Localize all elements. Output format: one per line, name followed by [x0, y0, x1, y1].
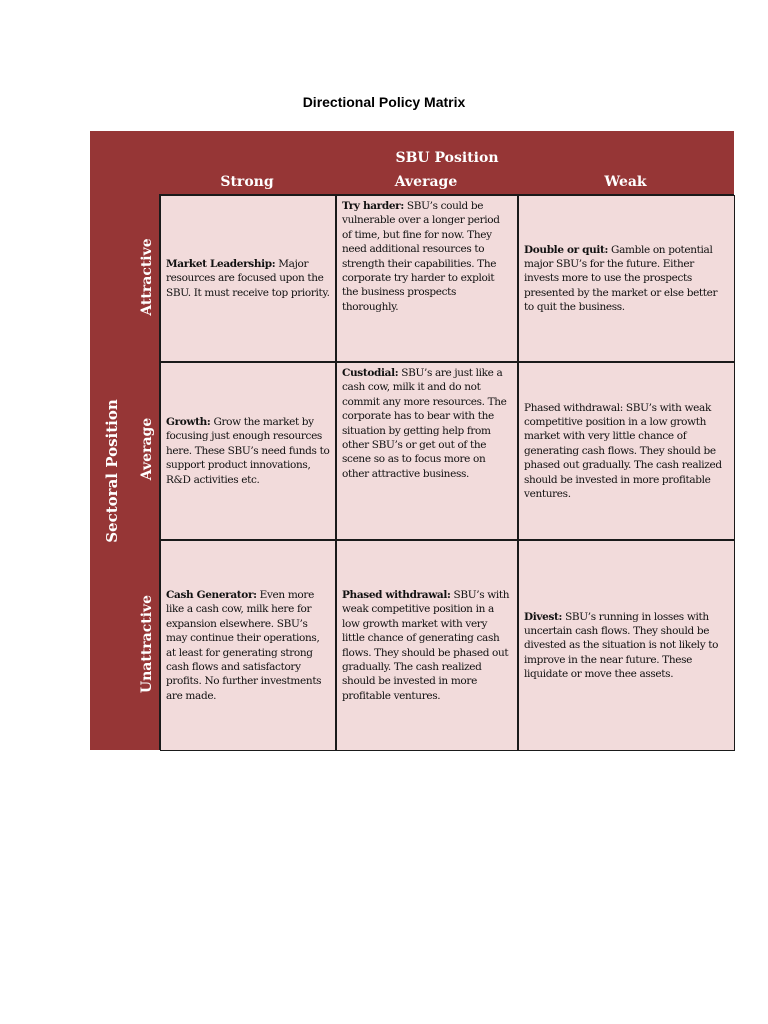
column-label-strong: Strong	[220, 174, 274, 190]
cell-text: SBU’s with weak competitive position in a low growth market with very little chance of generating cash flows. They should be phased out gradually. The cash realized should be invested in more profitable ventures.	[342, 589, 510, 702]
cell-text: Phased withdrawal: SBU’s with weak competitive position in a low growth market with very little chance of generating cash flows. They should be phased out gradually. The cash realized should be invested in more profitable ventures.	[524, 401, 722, 500]
cell-unattractive-average	[336, 540, 518, 751]
matrix-grid	[159, 194, 734, 750]
column-axis-title: SBU Position	[395, 150, 499, 166]
cell-text: Grow the market by focusing just enough resources here. These SBU’s need funds to support product innovations, R&D activities etc.	[166, 416, 330, 486]
column-label-weak: Weak	[604, 174, 647, 190]
cell-attractive-strong	[160, 195, 336, 362]
cell-text: Major resources are focused upon the SBU. It must receive top priority.	[166, 257, 330, 299]
cell-lead: Double or quit:	[524, 243, 609, 256]
cell-unattractive-strong	[160, 540, 336, 751]
cell-text: SBU’s are just like a cash cow, milk it and do not commit any more resources. The corporate has to bear with the situation by getting help from other SBU’s or get out of the scene so as to focus more on other attractive business.	[342, 367, 507, 480]
cell-lead: Market Leadership:	[166, 257, 276, 270]
cell-average-average	[336, 362, 518, 540]
row-label-unattractive: Unattractive	[139, 594, 155, 694]
cell-text: Even more like a cash cow, milk here for expansion elsewhere. SBU’s may continue their operations, at least for generating strong cash flows and satisfactory profits. No further investments are made.	[166, 589, 322, 702]
cell-attractive-weak	[518, 195, 735, 362]
cell-text: SBU’s could be vulnerable over a longer period of time, but fine for now. They need additional resources to strength their capabilities. The corporate try harder to exploit the business prospects thoroughly.	[342, 200, 500, 313]
cell-text: Gamble on potential major SBU’s for the future. Either invests more to use the prospects presented by the market or else better to quit the business.	[524, 243, 718, 314]
cell-lead: Growth:	[166, 416, 211, 429]
cell-lead: Phased withdrawal:	[342, 589, 451, 601]
row-axis-title: Sectoral Position	[103, 399, 121, 543]
cell-attractive-average	[336, 195, 518, 362]
page-title: Directional Policy Matrix	[302, 94, 466, 110]
cell-average-strong	[160, 362, 336, 540]
cell-lead: Try harder:	[342, 200, 404, 212]
cell-lead: Cash Generator:	[166, 589, 257, 601]
row-label-average: Average	[139, 417, 155, 481]
cell-lead: Custodial:	[342, 367, 399, 379]
cell-text: SBU’s running in losses with uncertain cash flows. They should be divested as the situation is not likely to improve in the near future. These liquidate or move thee assets.	[524, 610, 719, 681]
row-label-attractive: Attractive	[139, 238, 155, 316]
cell-lead: Divest:	[524, 610, 563, 623]
column-label-average: Average	[394, 174, 458, 190]
cell-average-weak	[518, 362, 735, 540]
cell-unattractive-weak	[518, 540, 735, 751]
